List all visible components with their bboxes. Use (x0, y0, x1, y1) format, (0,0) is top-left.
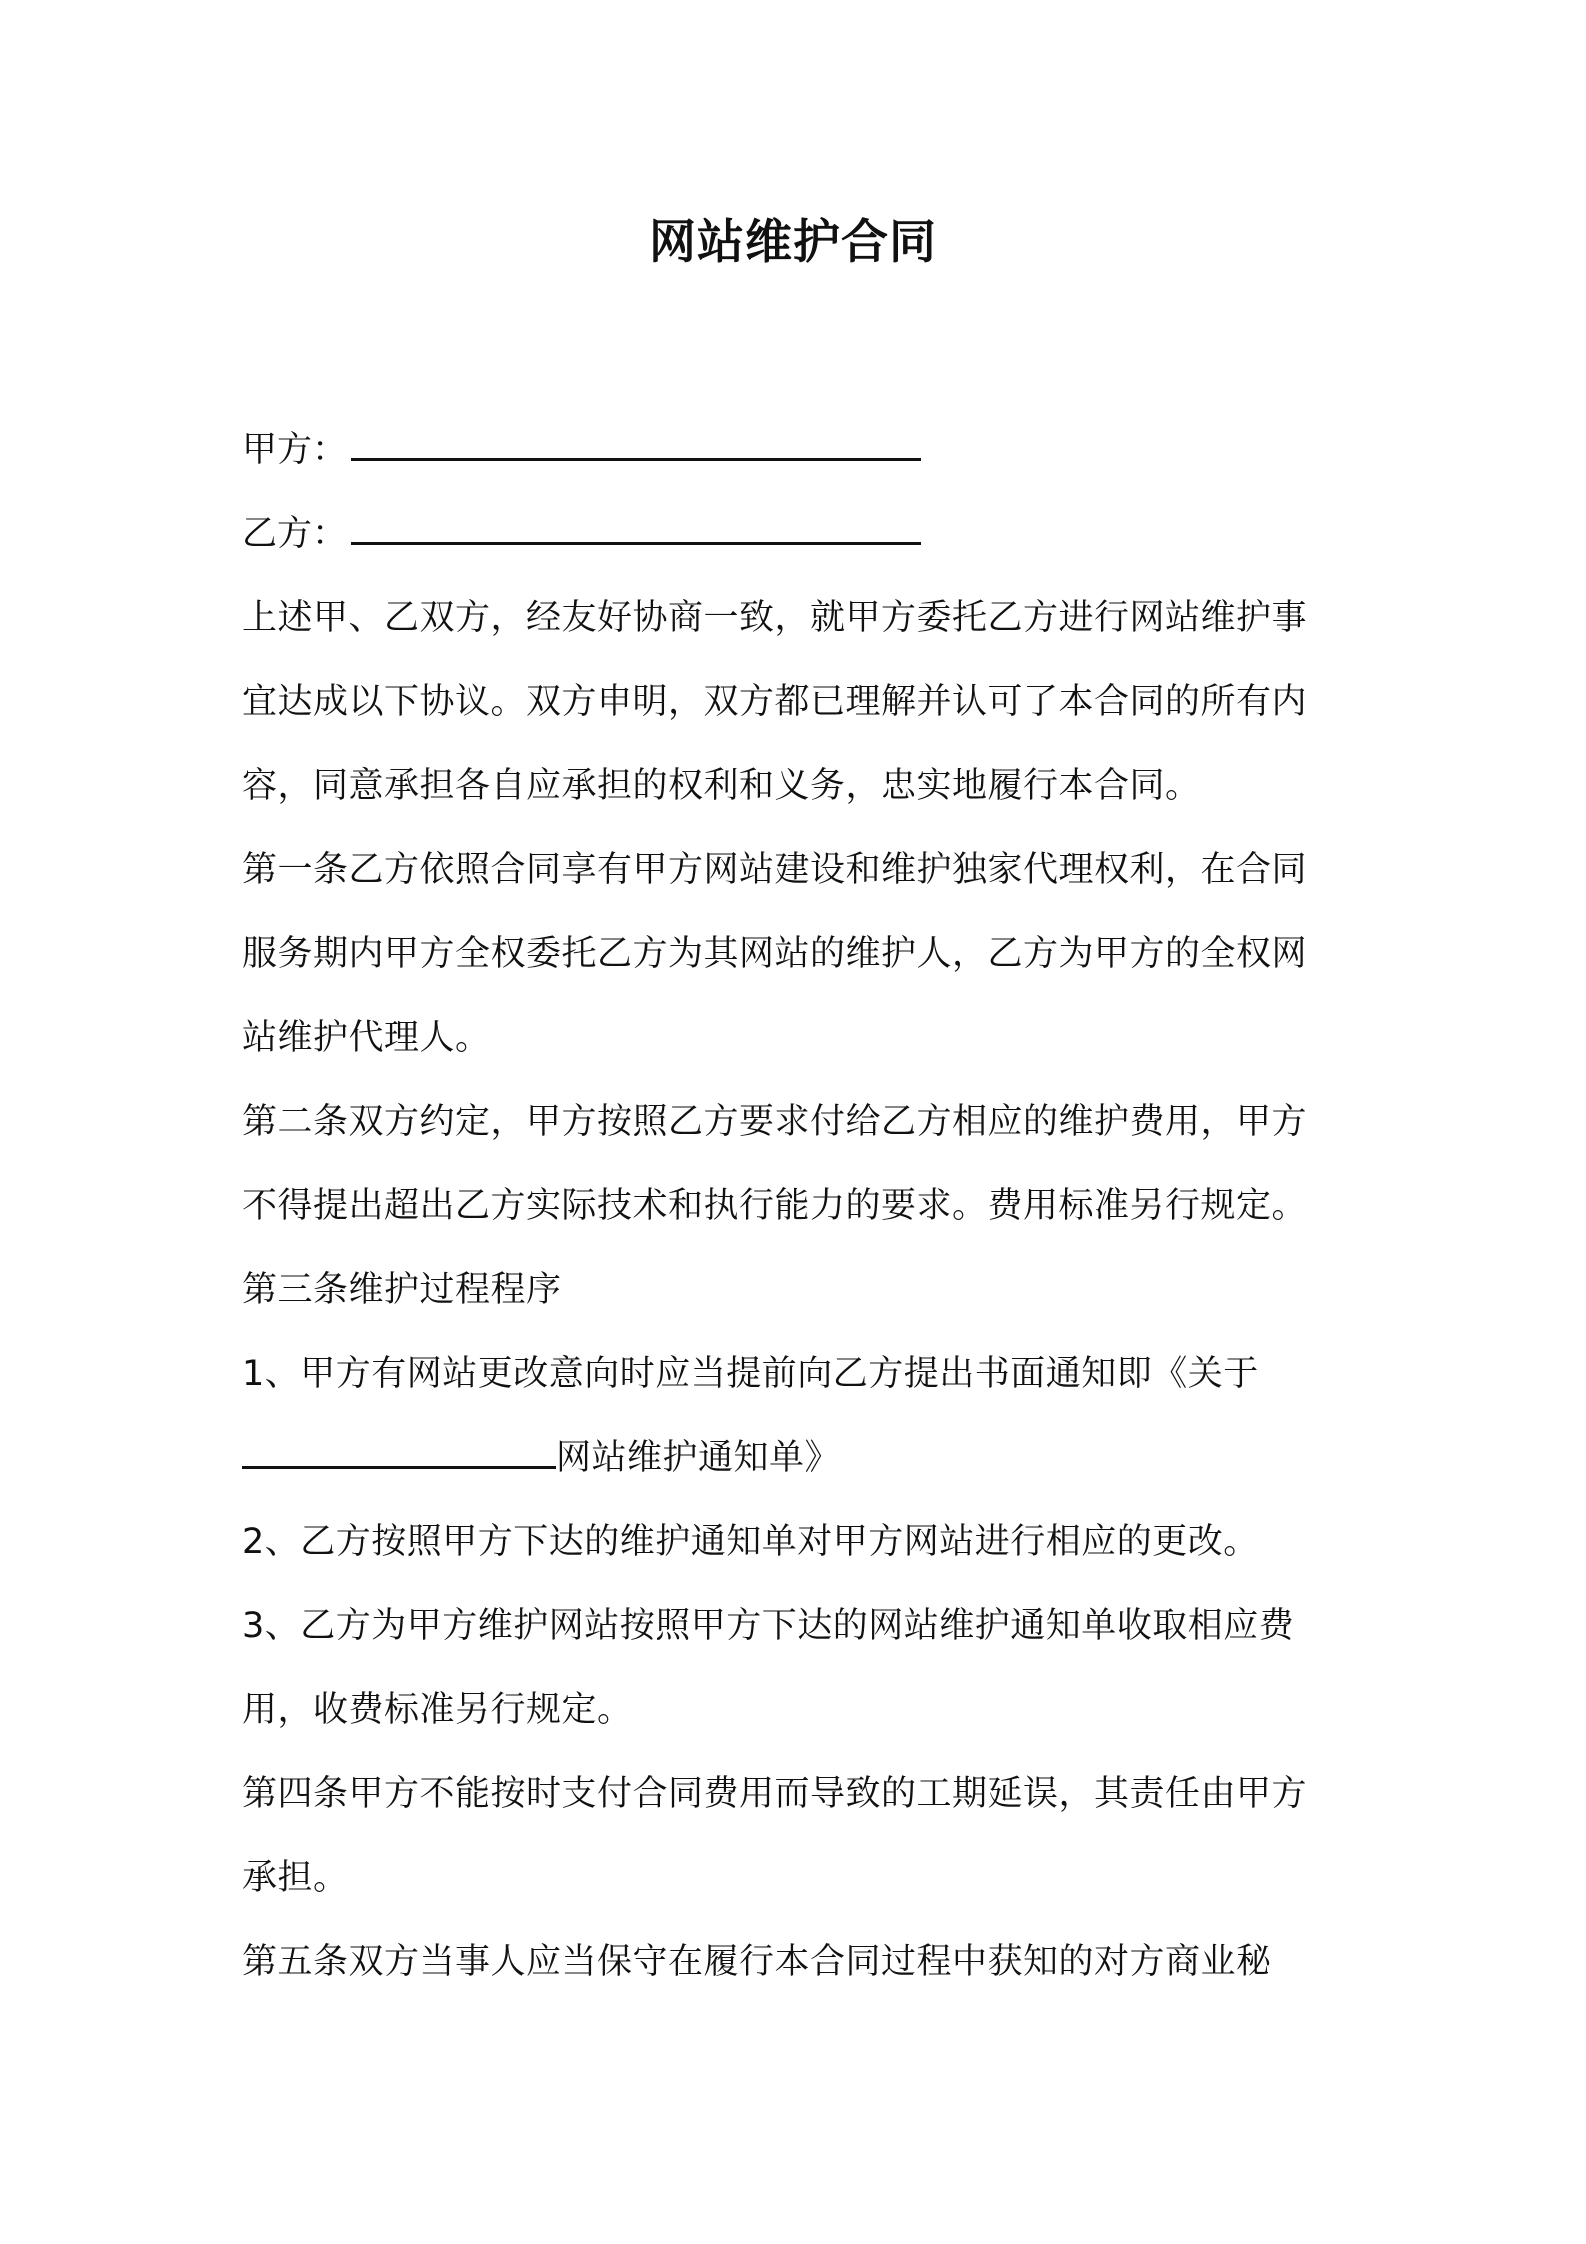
clause-3-heading: 第三条维护过程程序 (242, 1270, 562, 1310)
text-line: 承担。 (242, 1858, 349, 1898)
party-b-blank (351, 496, 921, 545)
notice-form-row (242, 1416, 1362, 1500)
clause-1-line: 第一条乙方依照合同享有甲方网站建设和维护独家代理权利，在合同 (242, 850, 1308, 890)
clause-3-item-2: 2、乙方按照甲方下达的维护通知单对甲方网站进行相应的更改。 (242, 1522, 1259, 1562)
party-b-row (242, 492, 1362, 576)
text-line: 服务期内甲方全权委托乙方为其网站的维护人，乙方为甲方的全权网 (242, 934, 1308, 974)
notice-suffix: 网站维护通知单》 (556, 1438, 841, 1478)
document-title: 网站维护合同 (649, 215, 937, 270)
text-line: 站维护代理人。 (242, 1018, 491, 1058)
document-body (242, 408, 1362, 2004)
clause-3-item-3: 3、乙方为甲方维护网站按照甲方下达的网站维护通知单收取相应费 (242, 1606, 1295, 1646)
clause-2-line: 第二条双方约定，甲方按照乙方要求付给乙方相应的维护费用，甲方 (242, 1102, 1308, 1142)
party-a-blank (351, 412, 921, 461)
clause-4-line: 第四条甲方不能按时支付合同费用而导致的工期延误，其责任由甲方 (242, 1774, 1308, 1814)
clause-5-line: 第五条双方当事人应当保守在履行本合同过程中获知的对方商业秘 (242, 1942, 1272, 1982)
text-line: 上述甲、乙双方，经友好协商一致，就甲方委托乙方进行网站维护事 (242, 598, 1308, 638)
text-line: 用，收费标准另行规定。 (242, 1690, 633, 1730)
text-line: 不得提出超出乙方实际技术和执行能力的要求。费用标准另行规定。 (242, 1186, 1308, 1226)
party-b-label: 乙方： (242, 514, 348, 554)
party-a-row (242, 408, 1362, 492)
text-line: 容，同意承担各自应承担的权利和义务，忠实地履行本合同。 (242, 766, 1201, 806)
party-a-label: 甲方： (242, 430, 348, 470)
notice-blank (242, 1420, 556, 1469)
text-line: 宜达成以下协议。双方申明，双方都已理解并认可了本合同的所有内 (242, 682, 1308, 722)
clause-3-item-1: 1、甲方有网站更改意向时应当提前向乙方提出书面通知即《关于 (242, 1354, 1259, 1394)
